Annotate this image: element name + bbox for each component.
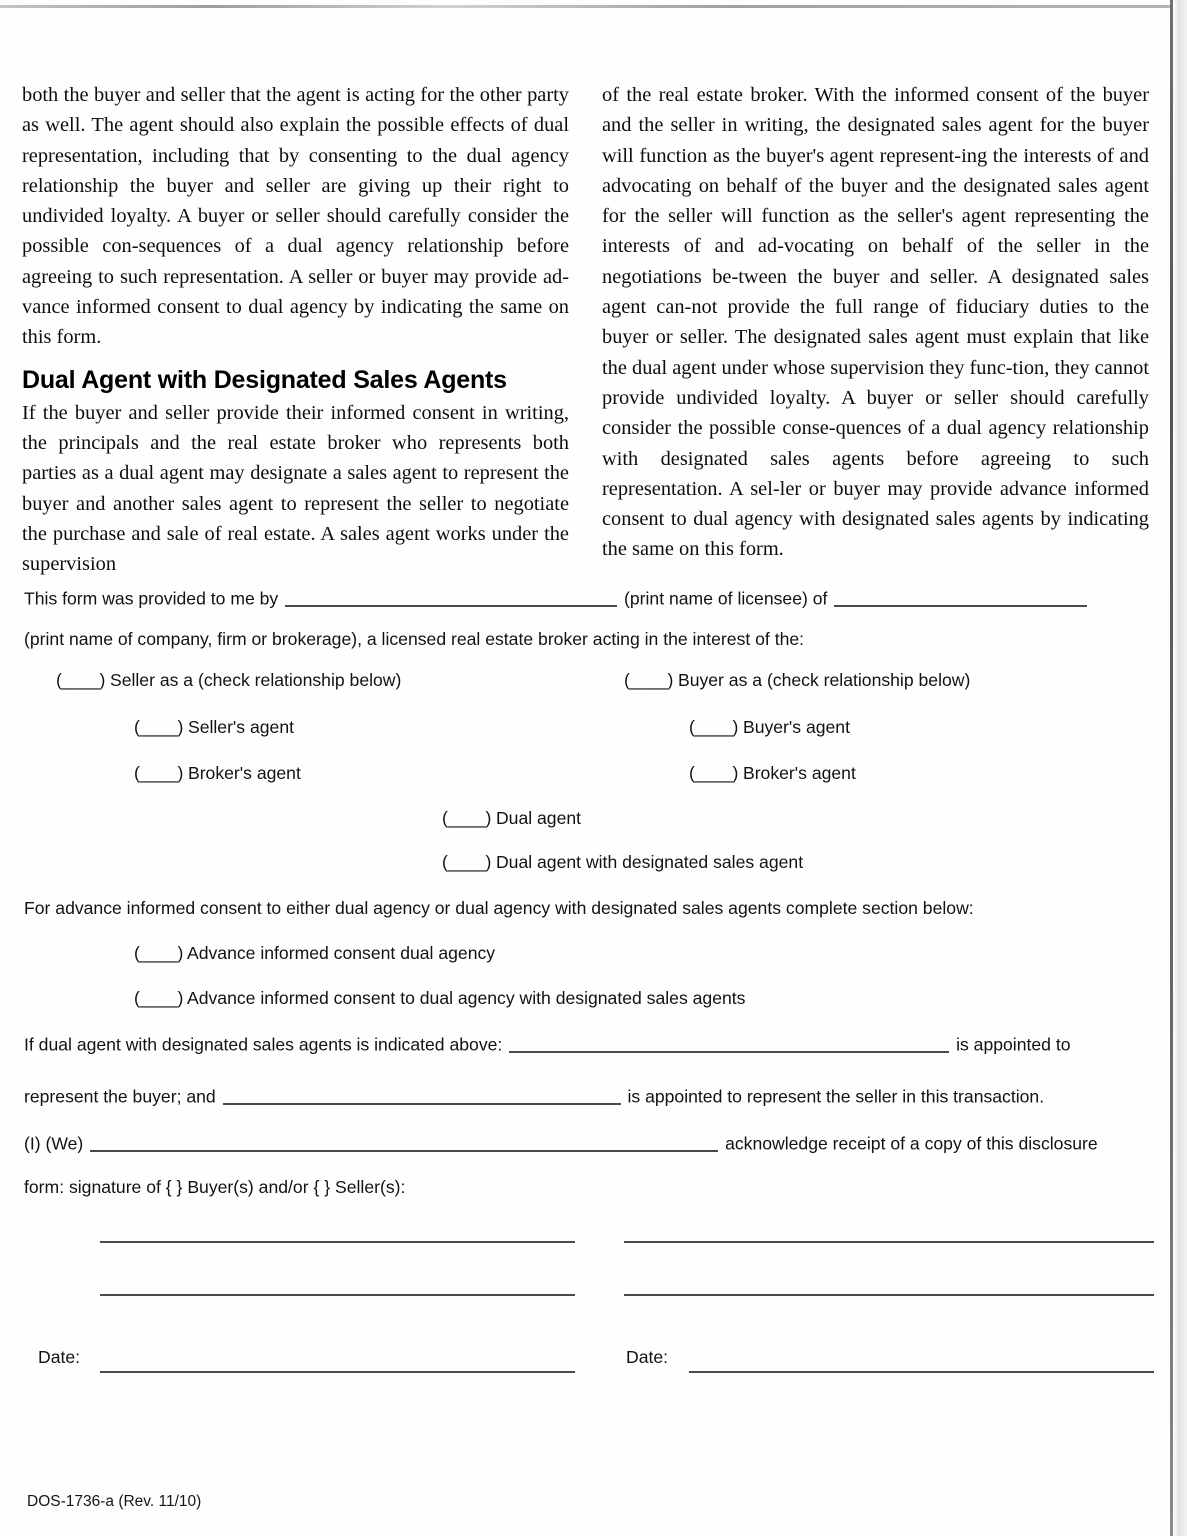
signature-instruction-label: form: signature of { } Buyer(s) and/or { } Seller(s): [24, 1177, 406, 1197]
designated-agent-seller-blank[interactable] [223, 1086, 621, 1105]
scan-edge-right [1170, 0, 1173, 1536]
represent-seller-suffix-label: is appointed to represent the seller in this transaction. [627, 1086, 1045, 1107]
acknowledge-suffix-label: acknowledge receipt of a copy of this disclosure [725, 1133, 1098, 1154]
option-buyers-agent[interactable] [689, 717, 850, 738]
option-brokers-agent-buyer-side[interactable] [689, 763, 856, 784]
checkbox-dual-agent-designated[interactable]: (____) [442, 852, 492, 872]
acknowledgement-row [24, 1133, 1098, 1155]
option-buyer-as-a[interactable] [624, 670, 970, 691]
option-dual-agent-designated[interactable] [442, 852, 803, 873]
left-column [22, 80, 569, 579]
advance-consent-notice-label: For advance informed consent to either dual agency or dual agency with designated sales agents complete section below: [24, 898, 974, 918]
date-label-right: Date: [626, 1347, 669, 1367]
signature-line-right-1[interactable] [624, 1241, 1154, 1243]
provided-by-row [24, 588, 1089, 610]
date-label-left: Date: [38, 1347, 81, 1367]
checkbox-dual-agent[interactable]: (____) [442, 808, 492, 828]
option-brokers-agent-seller-side[interactable] [134, 763, 301, 784]
option-brokers-agent-buyer-side-label: Broker's agent [742, 763, 856, 783]
date-line-right[interactable] [689, 1371, 1154, 1373]
two-column-body [22, 80, 1150, 579]
checkbox-brokers-agent-buyer-side[interactable]: (____) [689, 763, 739, 783]
date-line-left[interactable] [100, 1371, 575, 1373]
option-advance-consent-dual-designated-label: Advance informed consent to dual agency with designated sales agents [186, 988, 746, 1008]
acknowledgement-names-blank[interactable] [90, 1133, 718, 1152]
appointment-seller-row [24, 1086, 1044, 1108]
option-buyer-as-a-label: Buyer as a (check relationship below) [677, 670, 971, 690]
company-line-row [24, 629, 804, 650]
option-dual-agent-label: Dual agent [495, 808, 582, 828]
option-advance-consent-dual-label: Advance informed consent dual agency [186, 943, 496, 963]
section-heading-dual-agent-designated: Dual Agent with Designated Sales Agents [22, 365, 507, 394]
option-sellers-agent-label: Seller's agent [187, 717, 295, 737]
appointment-buyer-row [24, 1034, 1071, 1056]
right-column [602, 80, 1149, 579]
option-seller-as-a-label: Seller as a (check relationship below) [109, 670, 402, 690]
signature-line-left-1[interactable] [100, 1241, 575, 1243]
signature-line-left-2[interactable] [100, 1294, 575, 1296]
licensee-name-blank[interactable] [285, 588, 617, 607]
we-prefix-label: (I) (We) [24, 1133, 84, 1154]
advance-consent-notice [24, 898, 974, 919]
option-dual-agent[interactable] [442, 808, 581, 829]
company-name-blank[interactable] [834, 588, 1087, 607]
company-line-label: (print name of company, firm or brokerage), a licensed real estate broker acting in the interest of the: [24, 629, 805, 649]
checkbox-brokers-agent-seller-side[interactable]: (____) [134, 763, 184, 783]
option-buyers-agent-label: Buyer's agent [742, 717, 850, 737]
signature-instruction-row [24, 1177, 405, 1198]
form-code-footer: DOS-1736-a (Rev. 11/10) [27, 1493, 202, 1510]
represent-buyer-prefix-label: represent the buyer; and [24, 1086, 216, 1107]
checkbox-sellers-agent[interactable]: (____) [134, 717, 184, 737]
print-name-licensee-label: (print name of licensee) of [624, 588, 828, 609]
signature-line-right-2[interactable] [624, 1294, 1154, 1296]
checkbox-advance-consent-dual-designated[interactable]: (____) [134, 988, 184, 1008]
option-brokers-agent-seller-side-label: Broker's agent [187, 763, 301, 783]
option-seller-as-a[interactable] [56, 670, 401, 691]
option-sellers-agent[interactable] [134, 717, 294, 738]
appointment-prefix-label: If dual agent with designated sales agents is indicated above: [24, 1034, 503, 1055]
checkbox-advance-consent-dual[interactable]: (____) [134, 943, 184, 963]
scan-gutter-right [1173, 0, 1187, 1536]
checkbox-buyers-agent[interactable]: (____) [689, 717, 739, 737]
option-advance-consent-dual-designated[interactable] [134, 988, 745, 1009]
left-paragraph-continued: both the buyer and seller that the agent is acting for the other party as well. The agent should also explain the possible effects of dual representation, including that by consenting to the dual agency relationship the buyer and seller are giving up their right to undivided loyalty. A buyer or seller should carefully consider the possible con-sequences of a dual agency relationship before agreeing to such representation. A seller or buyer may provide ad-vance informed consent to dual agency by indicating the same on this form. [22, 84, 569, 349]
provided-by-label: This form was provided to me by [24, 588, 279, 609]
checkbox-seller-as-a[interactable]: (____) [56, 670, 106, 690]
appointment-suffix-label: is appointed to [956, 1034, 1071, 1055]
right-paragraph-continued: of the real estate broker. With the informed consent of the buyer and the seller in writing, the designated sales agent for the buyer will function as the buyer's agent represent-ing the interests of and advocating on behalf of the buyer and the designated sales agent for the seller will function as the seller's agent representing the interests of and ad-vocating on behalf of the seller in the negotiations be-tween the buyer and seller. A designated sales agent can-not provide the full range of fiduciary duties to the buyer or seller. The designated sales agent must explain that like the dual agent under whose supervision they func-tion, they cannot provide undivided loyalty. A buyer or seller should carefully consider the possible conse-quences of a dual agency relationship with designated sales agents before agreeing to such representation. A sel-ler or buyer may provide advance informed consent to dual agency with designated sales agents by indicating the same on this form. [602, 84, 1150, 561]
checkbox-buyer-as-a[interactable]: (____) [624, 670, 674, 690]
option-advance-consent-dual[interactable] [134, 943, 495, 964]
option-dual-agent-designated-label: Dual agent with designated sales agent [495, 852, 804, 872]
designated-agent-buyer-blank[interactable] [509, 1034, 949, 1053]
left-paragraph-dual-designated: If the buyer and seller provide their informed consent in writing, the principals and the real estate broker who represents both parties as a dual agent may designate a sales agent to represent the buyer and another sales agent to represent the seller to negotiate the purchase and sale of real estate. A sales agent works under the supervision [22, 401, 569, 576]
